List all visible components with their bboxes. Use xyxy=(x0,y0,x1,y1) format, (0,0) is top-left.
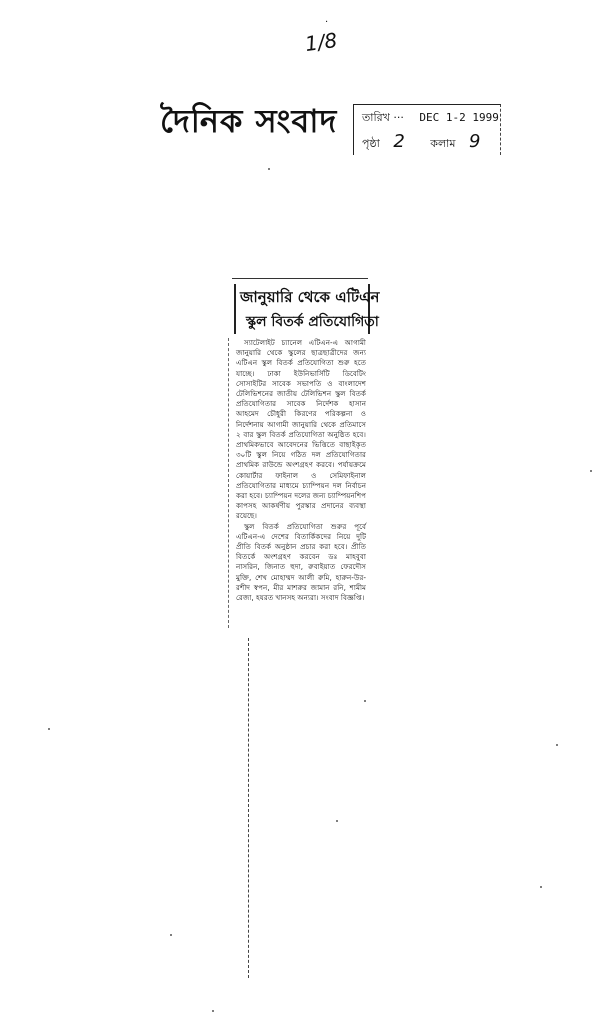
column-rule xyxy=(248,638,250,978)
scan-speck xyxy=(268,168,270,170)
scan-speck xyxy=(590,470,592,472)
scan-speck xyxy=(170,934,172,936)
scan-speck xyxy=(48,728,50,730)
clipping-left-rule xyxy=(228,338,230,628)
stamp-page-value: 2 xyxy=(393,131,405,152)
clipping-top-rule xyxy=(232,278,368,282)
scan-speck xyxy=(212,1010,214,1012)
article-headline-line1: জানুয়ারি থেকে এটিএন xyxy=(240,288,380,306)
article-clipping xyxy=(232,278,380,634)
stamp-date-label: তারিখ ··· xyxy=(362,111,404,124)
scan-speck xyxy=(540,886,542,888)
newspaper-masthead: দৈনিক সংবাদ xyxy=(160,102,338,140)
scan-speck xyxy=(556,744,558,746)
stamp-date-value: DEC 1-2 1999 xyxy=(419,111,499,124)
stamp-page-label: পৃষ্ঠা xyxy=(362,137,380,150)
article-body xyxy=(236,338,366,603)
stamp-date-row xyxy=(362,109,499,128)
page-annotation: 1/8 xyxy=(303,27,339,57)
stamp-column-value: 9 xyxy=(468,131,481,152)
stamp-page-row xyxy=(362,131,480,154)
article-paragraph: স্কুল বিতর্ক প্রতিযোগিতা শুরুর পূর্বে এটিএন-এ দেশের বিতার্কিকদের নিয়ে দুটি প্রীতি বিতর্ক অনুষ্ঠান প্রচার করা হবে। প্রীতি বিতর্কে অংশগ্রহণ করবেন ডঃ মাহবুবা নাসরিন, জিনাত হুদা, রুবাইয়াত ফেরদৌস মুক্তি, শেখ মোহাম্মদ আলী রুমি, হারুন-উর-রশীদ স্বপন, মীর মাশরুর জামান রনি, শামীম রেজা, হযরত খানসহ অন্যরা। সংবাদ বিজ্ঞপ্তি। xyxy=(236,521,366,603)
article-headline-line2: স্কুল বিতর্ক প্রতিযোগিতা xyxy=(246,314,379,330)
top-speck: . xyxy=(325,14,329,25)
scan-speck xyxy=(336,820,338,822)
scan-speck xyxy=(364,700,366,702)
clipping-stamp xyxy=(353,104,501,155)
article-paragraph: স্যাটেলাইট চ্যানেল এটিএন-এ আগামী জানুয়ারি থেকে স্কুলের ছাত্রছাত্রীদের জন্য এটিএন স্কুল বিতর্ক প্রতিযোগিতা শুরু হতে যাচ্ছে। ঢাকা ইউনিভার্সিটি ডিবেটিং সোসাইটির সাবেক সভাপতি ও বাংলাদেশ টেলিভিশনের জাতীয় টেলিভিশন স্কুল বিতর্ক প্রতিযোগিতার সাবেক নির্দেশক হাসান আহমেদ চৌধুরী কিরণের পরিকল্পনা ও নির্দেশনায় আগামী জানুয়ারি থেকে প্রতিমাসে ২ বার স্কুল বিতর্ক প্রতিযোগিতা অনুষ্ঠিত হবে। প্রাথমিকভাবে আবেদনের ভিত্তিতে বাছাইকৃত ৩০টি স্কুল নিয়ে গঠিত দল প্রতিযোগিতার প্রাথমিক রাউন্ডে অংশগ্রহণ করবে। পর্যায়ক্রমে কোয়ার্টার ফাইনাল ও সেমিফাইনাল প্রতিযোগিতার মাধ্যমে চ্যাম্পিয়ন দল নির্বাচন করা হবে। চ্যাম্পিয়ন দলের জন্য চ্যাম্পিয়নশিপ কাপসহ আকর্ষণীয় পুরস্কার প্রদানের ব্যবস্থা রয়েছে। xyxy=(236,338,366,521)
stamp-column-label: কলাম xyxy=(430,137,456,150)
